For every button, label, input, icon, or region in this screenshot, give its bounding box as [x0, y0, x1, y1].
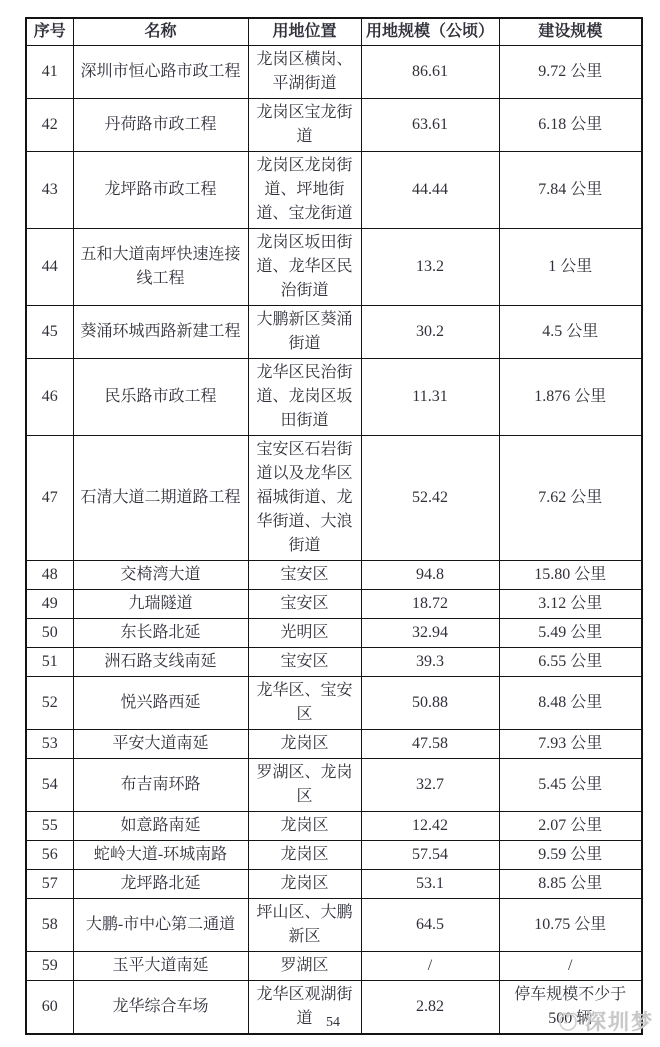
cell-scale: 8.85 公里 [499, 870, 642, 899]
cell-scale: 6.18 公里 [499, 99, 642, 152]
cell-location: 龙华区观湖街道 [248, 981, 361, 1035]
cell-no: 55 [26, 812, 73, 841]
cell-no: 53 [26, 730, 73, 759]
cell-location: 宝安区石岩街道以及龙华区福城街道、龙华街道、大浪街道 [248, 436, 361, 561]
cell-scale: 9.72 公里 [499, 46, 642, 99]
cell-scale: 8.48 公里 [499, 677, 642, 730]
cell-no: 57 [26, 870, 73, 899]
cell-area: 2.82 [361, 981, 499, 1035]
cell-area: 47.58 [361, 730, 499, 759]
cell-scale: 5.45 公里 [499, 759, 642, 812]
cell-no: 52 [26, 677, 73, 730]
cell-scale: 4.5 公里 [499, 306, 642, 359]
cell-area: 63.61 [361, 99, 499, 152]
table-row [26, 436, 642, 561]
cell-no: 43 [26, 152, 73, 229]
cell-name: 布吉南环路 [73, 759, 248, 812]
cell-name: 洲石路支线南延 [73, 648, 248, 677]
cell-scale: / [499, 952, 642, 981]
cell-scale: 9.59 公里 [499, 841, 642, 870]
cell-location: 龙岗区宝龙街道 [248, 99, 361, 152]
cell-area: 44.44 [361, 152, 499, 229]
cell-area: 32.94 [361, 619, 499, 648]
cell-area: 53.1 [361, 870, 499, 899]
shenzhen-dream-logo-icon [555, 1008, 581, 1034]
cell-no: 50 [26, 619, 73, 648]
table-header-row [26, 18, 642, 46]
cell-name: 龙华综合车场 [73, 981, 248, 1035]
column-header-area: 用地规模（公顷） [361, 18, 499, 46]
cell-area: 50.88 [361, 677, 499, 730]
cell-no: 51 [26, 648, 73, 677]
table-row [26, 870, 642, 899]
cell-scale: 7.93 公里 [499, 730, 642, 759]
projects-table [25, 17, 643, 1035]
cell-name: 玉平大道南延 [73, 952, 248, 981]
cell-no: 54 [26, 759, 73, 812]
table-row [26, 730, 642, 759]
cell-no: 41 [26, 46, 73, 99]
page-number: 54 [326, 1015, 340, 1030]
cell-name: 平安大道南延 [73, 730, 248, 759]
cell-name: 龙坪路市政工程 [73, 152, 248, 229]
table-row [26, 619, 642, 648]
table-row [26, 152, 642, 229]
cell-name: 九瑞隧道 [73, 590, 248, 619]
cell-scale: 2.07 公里 [499, 812, 642, 841]
table-row [26, 99, 642, 152]
cell-scale: 5.49 公里 [499, 619, 642, 648]
watermark [555, 1006, 654, 1036]
cell-location: 大鹏新区葵涌街道 [248, 306, 361, 359]
cell-name: 龙坪路北延 [73, 870, 248, 899]
cell-name: 大鹏-市中心第二通道 [73, 899, 248, 952]
cell-scale: 3.12 公里 [499, 590, 642, 619]
table-row [26, 590, 642, 619]
cell-location: 龙华区民治街道、龙岗区坂田街道 [248, 359, 361, 436]
cell-location: 龙华区、宝安区 [248, 677, 361, 730]
cell-no: 48 [26, 561, 73, 590]
cell-no: 47 [26, 436, 73, 561]
cell-name: 交椅湾大道 [73, 561, 248, 590]
watermark-text: 深圳梦 [585, 1010, 654, 1034]
cell-no: 56 [26, 841, 73, 870]
cell-area: 12.42 [361, 812, 499, 841]
cell-area: 18.72 [361, 590, 499, 619]
cell-no: 58 [26, 899, 73, 952]
cell-location: 宝安区 [248, 590, 361, 619]
cell-location: 龙岗区 [248, 870, 361, 899]
table-row [26, 841, 642, 870]
cell-scale: 10.75 公里 [499, 899, 642, 952]
cell-name: 如意路南延 [73, 812, 248, 841]
cell-area: 11.31 [361, 359, 499, 436]
cell-location: 宝安区 [248, 648, 361, 677]
column-header-no: 序号 [26, 18, 73, 46]
cell-name: 葵涌环城西路新建工程 [73, 306, 248, 359]
cell-no: 46 [26, 359, 73, 436]
table-row [26, 899, 642, 952]
table-row [26, 812, 642, 841]
cell-name: 悦兴路西延 [73, 677, 248, 730]
table-row [26, 306, 642, 359]
table-row [26, 677, 642, 730]
cell-name: 丹荷路市政工程 [73, 99, 248, 152]
cell-area: / [361, 952, 499, 981]
cell-location: 龙岗区 [248, 841, 361, 870]
table-row [26, 759, 642, 812]
cell-location: 龙岗区龙岗街道、坪地街道、宝龙街道 [248, 152, 361, 229]
column-header-name: 名称 [73, 18, 248, 46]
cell-area: 57.54 [361, 841, 499, 870]
cell-area: 32.7 [361, 759, 499, 812]
cell-location: 龙岗区横岗、平湖街道 [248, 46, 361, 99]
cell-area: 13.2 [361, 229, 499, 306]
cell-no: 49 [26, 590, 73, 619]
table-body [26, 46, 642, 1035]
cell-no: 42 [26, 99, 73, 152]
column-header-scale: 建设规模 [499, 18, 642, 46]
cell-name: 东长路北延 [73, 619, 248, 648]
cell-no: 60 [26, 981, 73, 1035]
cell-scale: 停车规模不少于 500 辆 [499, 981, 642, 1035]
cell-no: 44 [26, 229, 73, 306]
cell-location: 龙岗区坂田街道、龙华区民治街道 [248, 229, 361, 306]
cell-location: 罗湖区 [248, 952, 361, 981]
cell-scale: 15.80 公里 [499, 561, 642, 590]
table-row [26, 952, 642, 981]
column-header-location: 用地位置 [248, 18, 361, 46]
cell-name: 蛇岭大道-环城南路 [73, 841, 248, 870]
cell-area: 86.61 [361, 46, 499, 99]
cell-area: 94.8 [361, 561, 499, 590]
table-row [26, 229, 642, 306]
cell-location: 罗湖区、龙岗区 [248, 759, 361, 812]
cell-location: 光明区 [248, 619, 361, 648]
cell-scale: 1 公里 [499, 229, 642, 306]
cell-location: 宝安区 [248, 561, 361, 590]
cell-name: 民乐路市政工程 [73, 359, 248, 436]
table-row [26, 46, 642, 99]
cell-name: 石清大道二期道路工程 [73, 436, 248, 561]
cell-location: 坪山区、大鹏新区 [248, 899, 361, 952]
cell-area: 39.3 [361, 648, 499, 677]
cell-scale: 6.55 公里 [499, 648, 642, 677]
cell-scale: 1.876 公里 [499, 359, 642, 436]
table-row [26, 359, 642, 436]
cell-area: 64.5 [361, 899, 499, 952]
table-row [26, 648, 642, 677]
cell-area: 52.42 [361, 436, 499, 561]
cell-no: 59 [26, 952, 73, 981]
cell-location: 龙岗区 [248, 812, 361, 841]
cell-scale: 7.62 公里 [499, 436, 642, 561]
table-row [26, 561, 642, 590]
cell-no: 45 [26, 306, 73, 359]
cell-scale: 7.84 公里 [499, 152, 642, 229]
cell-location: 龙岗区 [248, 730, 361, 759]
cell-area: 30.2 [361, 306, 499, 359]
cell-name: 五和大道南坪快速连接线工程 [73, 229, 248, 306]
cell-name: 深圳市恒心路市政工程 [73, 46, 248, 99]
